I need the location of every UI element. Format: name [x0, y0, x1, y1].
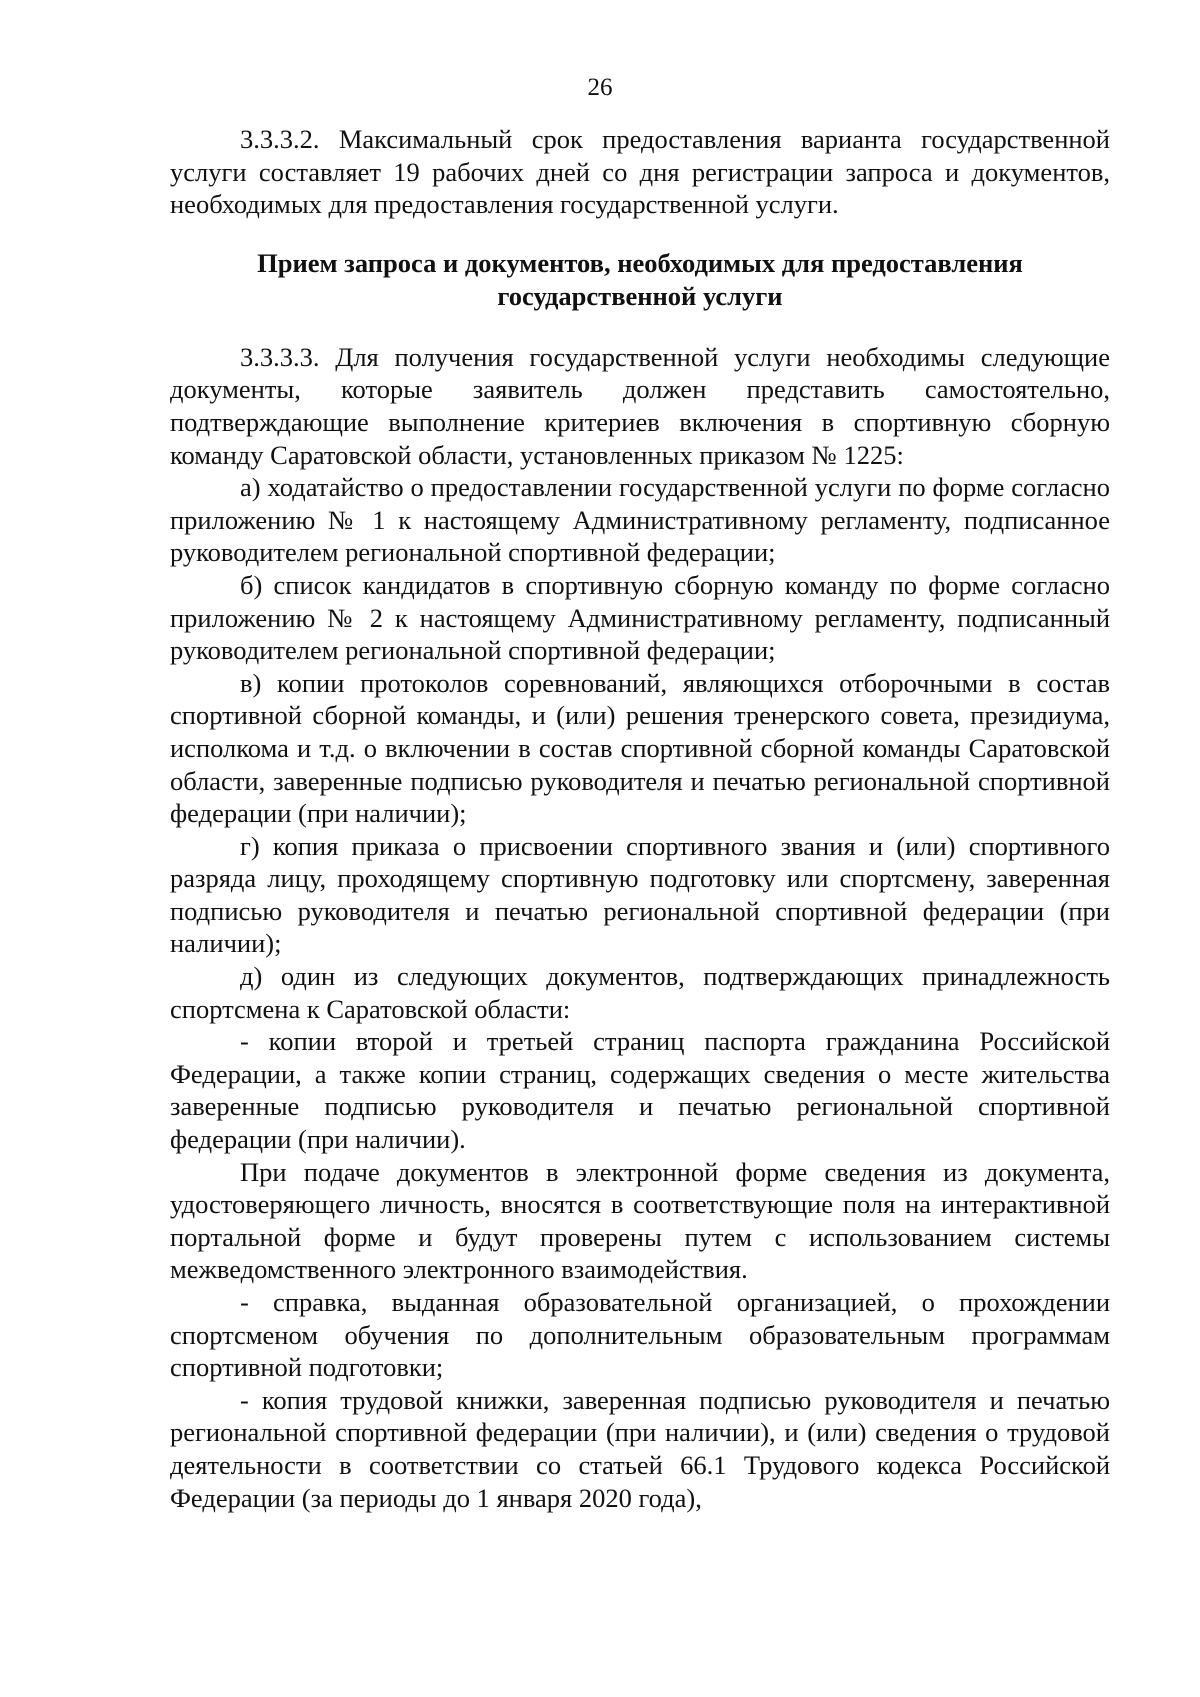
sub-item-passport-copies: - копии второй и третьей страниц паспорта гражданина Российской Федерации, а также копии страниц, содержащих сведения о месте жительства заверенные подписью руководителя и печатью региональной спортивной федерации (при наличии). — [170, 1026, 1110, 1155]
page-number: 26 — [587, 74, 613, 101]
section-heading-line-1: Прием запроса и документов, необходимых для предоставления — [257, 247, 1023, 278]
paragraph-electronic-submission: При подаче документов в электронной форме сведения из документа, удостоверяющего личность, вносятся в соответствующие поля на интерактивной портальной форме и будут проверены путем с использованием системы межведомственного электронного взаимодействия. — [170, 1156, 1110, 1285]
list-item-a-petition: а) ходатайство о предоставлении государственной услуги по форме согласно приложению № 1 к настоящему Административному регламенту, подписанное руководителем региональной спортивной федерации; — [170, 472, 1110, 568]
sub-item-employment-record: - копия трудовой книжки, заверенная подписью руководителя и печатью региональной спортивной федерации (при наличии), и (или) сведения о трудовой деятельности в соответствии со статьей 66.1 Трудового кодекса Российской Федерации (за периоды до 1 января 2020 года), — [170, 1384, 1110, 1513]
paragraph-3-3-3-3: 3.3.3.3. Для получения государственной услуги необходимы следующие документы, которые заявитель должен представить самостоятельно, подтверждающие выполнение критериев включения в спортивную сборную команду Саратовской области, установленных приказом № 1225: — [170, 341, 1110, 470]
list-item-g-order-copy: г) копия приказа о присвоении спортивного звания и (или) спортивного разряда лицу, проходящему спортивную подготовку или спортсмену, заверенная подписью руководителя и печатью региональной спортивной федерации (при наличии); — [170, 830, 1110, 959]
list-item-v-protocols: в) копии протоколов соревнований, являющихся отборочными в состав спортивной сборной команды, и (или) решения тренерского совета, президиума, исполкома и т.д. о включении в состав спортивной сборной команды Саратовской области, заверенные подписью руководителя и печатью региональной спортивной федерации (при наличии); — [170, 667, 1110, 829]
list-item-b-candidate-list: б) список кандидатов в спортивную сборную команду по форме согласно приложению № 2 к настоящему Административному регламенту, подписанный руководителем региональной спортивной федерации; — [170, 569, 1110, 666]
section-intro-paragraph: 3.3.3.2. Максимальный срок предоставления варианта государственной услуги составляет 19 рабочих дней со дня регистрации запроса и документов, необходимых для предоставления государственной услуги. — [170, 124, 1110, 220]
sub-item-education-certificate: - справка, выданная образовательной организацией, о прохождении спортсменом обучения по дополнительным образовательным программам спортивной подготовки; — [170, 1287, 1110, 1383]
section-heading — [170, 247, 1110, 313]
list-item-d-residency-docs: д) один из следующих документов, подтверждающих принадлежность спортсмена к Саратовской области: — [170, 961, 1110, 1024]
section-heading-line-2: государственной услуги — [497, 280, 783, 311]
document-body — [170, 123, 1110, 1514]
